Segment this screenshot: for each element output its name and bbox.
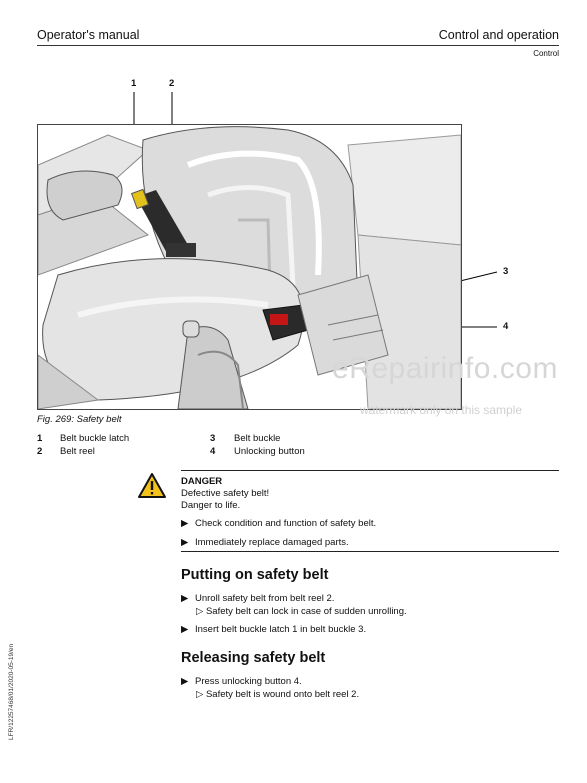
releasing-step-1: [181, 676, 302, 687]
legend-label-4: Unlocking button: [234, 446, 305, 457]
figure-caption: Fig. 269: Safety belt: [37, 414, 122, 425]
releasing-step-1-result: [196, 689, 359, 700]
heading-releasing: Releasing safety belt: [181, 650, 326, 666]
putting-on-step-1-result: [196, 606, 407, 617]
danger-action-1-text: Check condition and function of safety belt.: [195, 518, 377, 529]
putting-on-step-1-result-text: Safety belt can lock in case of sudden unrolling.: [205, 606, 407, 617]
releasing-step-1-text: Press unlocking button 4.: [195, 676, 302, 687]
legend-num-3: 3: [210, 433, 216, 444]
danger-rule-bottom: [181, 551, 559, 552]
heading-putting-on: Putting on safety belt: [181, 567, 329, 583]
legend-num-2: 2: [37, 446, 43, 457]
triangle-bullet-icon: ▶: [181, 624, 189, 635]
legend-label-1: Belt buckle latch: [60, 433, 130, 444]
triangle-bullet-icon: ▶: [181, 518, 189, 529]
chapter-title: Control and operation: [438, 28, 559, 42]
watermark-site: eRepairinfo.com: [332, 352, 558, 385]
putting-on-step-1: [181, 593, 334, 604]
result-arrow-icon: ▷: [196, 606, 204, 617]
watermark-note: watermark only on this sample: [360, 403, 523, 417]
callout-3: 3: [503, 266, 509, 277]
putting-on-step-1-text: Unroll safety belt from belt reel 2.: [195, 593, 335, 604]
result-arrow-icon: ▷: [196, 689, 204, 700]
legend-num-4: 4: [210, 446, 216, 457]
danger-rule-top: [181, 470, 559, 471]
callout-2: 2: [169, 78, 175, 89]
putting-on-step-2: [181, 624, 366, 635]
danger-action-2: [181, 537, 349, 548]
danger-action-1: [181, 518, 376, 529]
document-code: LFR/12257468/01/2020-05-19/en: [8, 643, 15, 740]
danger-action-2-text: Immediately replace damaged parts.: [195, 537, 349, 548]
danger-hazard: Defective safety belt!: [181, 488, 270, 499]
callout-4: 4: [503, 321, 509, 332]
legend-label-2: Belt reel: [60, 446, 95, 457]
triangle-bullet-icon: ▶: [181, 676, 189, 687]
warning-triangle-icon: [137, 472, 167, 500]
triangle-bullet-icon: ▶: [181, 537, 189, 548]
danger-title: DANGER: [181, 476, 223, 487]
callout-1: 1: [131, 78, 137, 89]
releasing-step-1-result-text: Safety belt is wound onto belt reel 2.: [205, 689, 360, 700]
manual-title: Operator's manual: [37, 28, 140, 42]
legend-label-3: Belt buckle: [234, 433, 281, 444]
danger-consequence: Danger to life.: [181, 500, 241, 511]
legend-num-1: 1: [37, 433, 43, 444]
putting-on-step-2-text: Insert belt buckle latch 1 in belt buckle 3.: [195, 624, 367, 635]
section-label: Control: [533, 49, 559, 58]
triangle-bullet-icon: ▶: [181, 593, 189, 604]
